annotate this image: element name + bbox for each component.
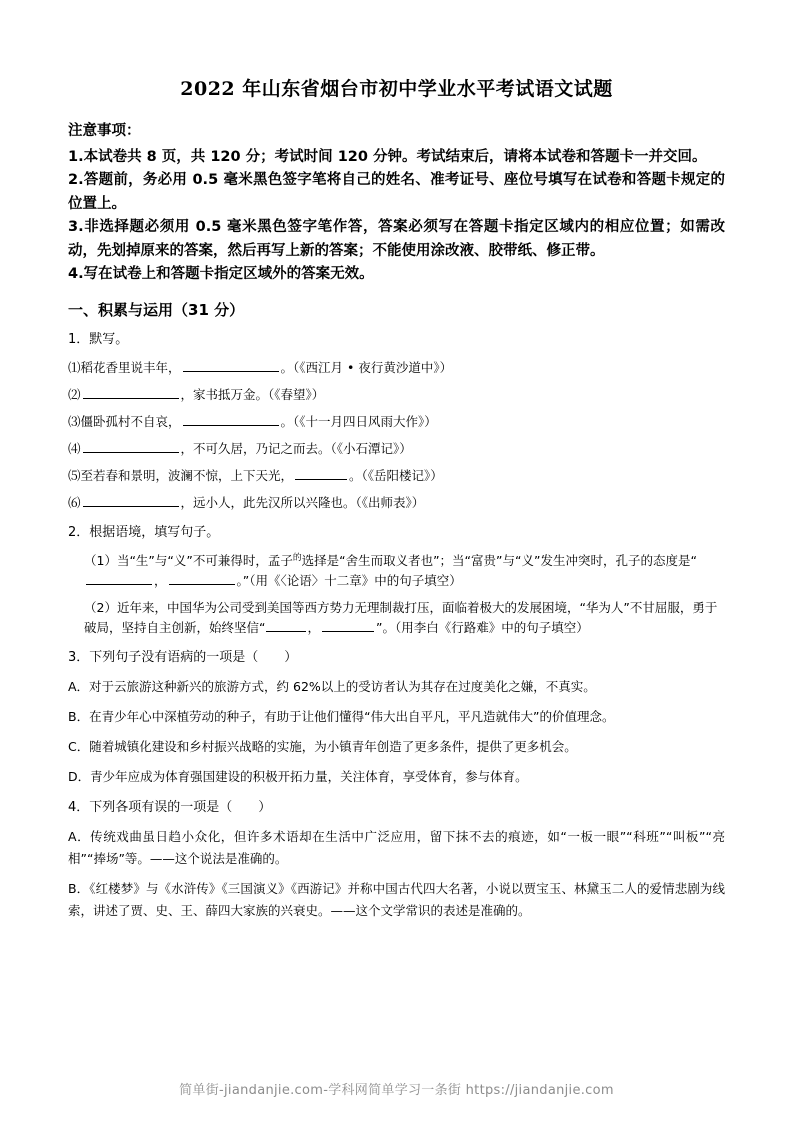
notice-item-3: 3.非选择题必须用 0.5 毫米黑色签字笔作答，答案必须写在答题卡指定区域内的相应位置；如需改动，先划掉原来的答案，然后再写上新的答案；不能使用涂改液、胶带纸、修正带。: [68, 219, 725, 259]
answer-blank[interactable]: [322, 621, 374, 632]
q1-item6-prefix: ⑹: [68, 495, 81, 511]
question-4-option-b[interactable]: B．《红楼梦》与《水浒传》《三国演义》《西游记》并称中国古代四大名著，小说以贾宝玉、林黛玉二人的爱情悲剧为线索，讲述了贾、史、王、薛四大家族的兴衰史。——这个文学常识的表述是准确的。: [68, 880, 725, 918]
question-3-option-a[interactable]: A．对于云旅游这种新兴的旅游方式，约 62%以上的受访者认为其存在过度美化之嫌，不真实。: [68, 679, 596, 695]
q1-item2-suffix: ，家书抵万金。（《春望》）: [180, 387, 325, 403]
notice-item-4: 4.写在试卷上和答题卡指定区域外的答案无效。: [68, 266, 374, 283]
q3-label-a: 3．下列句子没有语病的一项是（: [68, 650, 259, 666]
q1-item1-suffix: 。（《西江月 • 夜行黄沙道中》）: [280, 360, 453, 376]
answer-blank[interactable]: [86, 574, 152, 585]
q2-part1-sep: ，: [154, 573, 167, 589]
q1-item2-prefix: ⑵: [68, 387, 81, 403]
answer-blank[interactable]: [183, 415, 279, 426]
q2-part2-text-a: （2）近年来，中国华为公司受到美国等西方势力无理制裁打压，面临着极大的发展困境，“华为人”不甘屈服，勇于破局，坚持自主创新，始终坚信“: [84, 600, 718, 636]
answer-blank[interactable]: [83, 442, 179, 453]
q1-item3-prefix: ⑶僵卧孤村不自哀，: [68, 414, 181, 430]
answer-blank[interactable]: [83, 388, 179, 399]
q1-item4-prefix: ⑷: [68, 441, 81, 457]
q2-part2-text-c: ”。（用李白《行路难》中的句子填空）: [376, 620, 589, 636]
q1-item3-suffix: 。（《十一月四日风雨大作》）: [280, 414, 437, 430]
q3-label-b: ）: [284, 650, 298, 666]
question-4-label: [68, 798, 725, 818]
q1-item4-suffix: ，不可久居，乃记之而去。（《小石潭记》）: [180, 441, 412, 457]
question-2-label: 2．根据语境，填写句子。: [68, 525, 220, 541]
question-1-label: 1．默写。: [68, 331, 129, 347]
q1-item6-suffix: ，远小人，此先汉所以兴隆也。（《出师表》）: [180, 495, 425, 511]
answer-blank[interactable]: [169, 574, 235, 585]
notice-item-2: 2.答题前，务必用 0.5 毫米黑色签字笔将自己的姓名、准考证号、座位号填写在试卷和答题卡规定的位置上。: [68, 172, 725, 212]
question-1-item-6: [68, 493, 725, 513]
page-title: 2022 年山东省烟台市初中学业水平考试语文试题: [180, 78, 613, 100]
q2-part1-text-a: （1）当“生”与“义”不可兼得时，孟子: [84, 553, 293, 569]
question-3-option-c[interactable]: C．随着城镇化建设和乡村振兴战略的实施，为小镇青年创造了更多条件，提供了更多机会。: [68, 739, 577, 755]
question-1-item-5: [68, 466, 725, 486]
question-1-item-1: [68, 358, 725, 378]
question-4-option-a[interactable]: A．传统戏曲虽日趋小众化，但许多术语却在生活中广泛应用，留下抹不去的痕迹，如“一板一眼”“科班”“叫板”“亮相”“捧场”等。——这个说法是准确的。: [68, 829, 725, 866]
q4-label-a: 4．下列各项有误的一项是（: [68, 799, 233, 815]
answer-blank[interactable]: [295, 469, 347, 480]
section-heading-one: 一、积累与运用（31 分）: [68, 300, 245, 319]
question-1-item-3: [68, 412, 725, 432]
question-1-item-4: [68, 439, 725, 459]
question-1-item-2: [68, 385, 725, 405]
question-3-option-d[interactable]: D．青少年应成为体育强国建设的积极开拓力量，关注体育，享受体育，参与体育。: [68, 769, 528, 785]
answer-blank[interactable]: [183, 361, 279, 372]
q2-part2-sep: ，: [307, 620, 320, 636]
watermark-footer: 简单街-jiandanjie.com-学科网简单学习一条街 https://jiandanjie.com: [179, 1083, 614, 1098]
q1-item5-suffix: 。（《岳阳楼记》）: [349, 468, 443, 484]
answer-blank[interactable]: [266, 621, 306, 632]
q2-part1-text-d: 。”（用《〈论语〉十二章》中的句子填空）: [236, 573, 462, 589]
question-2-part-2: [68, 598, 725, 638]
question-3-option-b[interactable]: B．在青少年心中深植劳动的种子，有助于让他们懂得“伟大出自平凡，平凡造就伟大”的价值理念。: [68, 709, 615, 725]
q4-label-b: ）: [258, 799, 272, 815]
notice-heading: 注意事项：: [68, 123, 141, 139]
question-2-part-1: [68, 551, 725, 591]
q1-item5-prefix: ⑸至若春和景明，波澜不惊，上下天光，: [68, 468, 294, 484]
q2-part1-sup: 的: [292, 553, 302, 564]
question-3-label: [68, 648, 725, 668]
q1-item1-prefix: ⑴稻花香里说丰年，: [68, 360, 181, 376]
answer-blank[interactable]: [83, 496, 179, 507]
q2-part1-text-b: 选择是“舍生而取义者也”；当“富贵”与“义”发生冲突时，孔子的态度是“: [301, 553, 697, 569]
notice-item-1: 1.本试卷共 8 页，共 120 分；考试时间 120 分钟。考试结束后，请将本试卷和答题卡一并交回。: [68, 149, 707, 165]
